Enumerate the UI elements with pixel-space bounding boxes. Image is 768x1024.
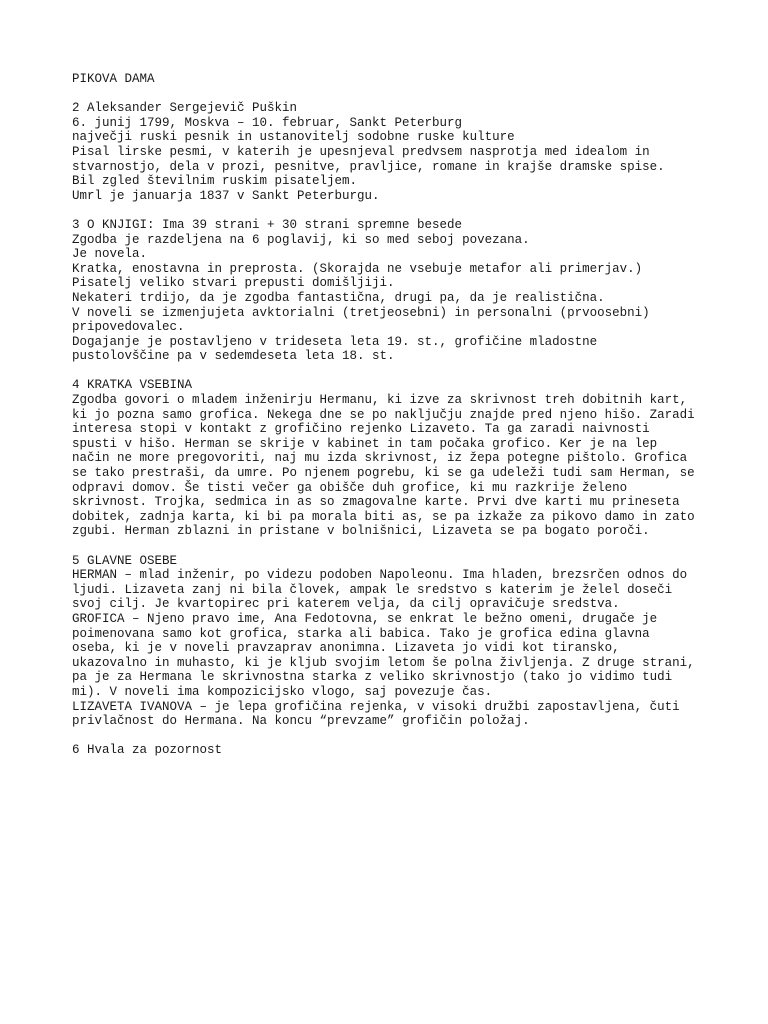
text-line: največji ruski pesnik in ustanovitelj sodobne ruske kulture [72,130,515,145]
section-heading: 4 KRATKA VSEBINA [72,378,193,393]
text-line: V noveli se izmenjujeta avktorialni (tretjeosebni) in personalni (prvoosebni) [72,305,650,320]
text-line: pa je za Hermana le skrivnostna starka z veliko skrivnostjo (tako jo vidimo tudi [72,670,673,685]
section-block [72,554,712,729]
section-block [72,378,712,539]
text-line: odpravi domov. Še tisti večer ga obišče duh grofice, ki mu razkrije želeno [72,480,628,495]
section-block [72,218,712,364]
text-line: Bil zgled številnim ruskim pisateljem. [72,174,358,189]
text-line: Nekateri trdijo, da je zgodba fantastična, drugi pa, da je realistična. [72,290,605,305]
text-line: se tako prestraši, da umre. Po njenem pogrebu, ki se ga udeleži tudi sam Herman, se [72,466,695,481]
text-line: Pisal lirske pesmi, v katerih je upesnjeval predvsem nasprotja med idealom in [72,144,650,159]
text-line: Dogajanje je postavljeno v trideseta leta 19. st., grofičine mladostne [72,334,598,349]
section-heading: 6 Hvala za pozornost [72,743,223,758]
text-line: 6. junij 1799, Moskva – 10. februar, Sankt Peterburg [72,115,463,130]
text-line: svoj cilj. Je kvartopirec pri katerem velja, da cilj opravičuje sredstva. [72,597,620,612]
text-line: interesa stopi v kontakt z grofičino rejenko Lizaveto. Ta ga zaradi naivnosti [72,422,650,437]
text-line: Pisatelj veliko stvari prepusti domišljiji. [72,276,395,291]
text-line: dobitek, zadnja karta, ki bi pa morala biti as, se pa izkaže za pikovo damo in zato [72,509,695,524]
document-title-block [72,72,712,87]
text-line: LIZAVETA IVANOVA – je lepa grofičina rejenka, v visoki družbi zapostavljena, čuti [72,699,680,714]
text-line: Umrl je januarja 1837 v Sankt Peterburgu. [72,188,380,203]
text-line: GROFICA – Njeno pravo ime, Ana Fedotovna, se enkrat le bežno omeni, drugače je [72,611,658,626]
text-line: Zgodba govori o mladem inženirju Hermanu, ki izve za skrivnost treh dobitnih kart, [72,393,688,408]
text-line: mi). V noveli ima kompozicijsko vlogo, saj povezuje čas. [72,684,493,699]
text-line: HERMAN – mlad inženir, po videzu podoben Napoleonu. Ima hladen, brezsrčen odnos do [72,568,688,583]
text-line: zgubi. Herman zblazni in pristane v bolnišnici, Lizaveta se pa bogato poroči. [72,524,650,539]
text-line: ukazovalno in muhasto, ki je kljub svojim letom še polna življenja. Z druge strani, [72,655,695,670]
text-line: Zgodba je razdeljena na 6 poglavij, ki so med seboj povezana. [72,232,530,247]
text-line: pripovedovalec. [72,320,185,335]
text-line: Kratka, enostavna in preprosta. (Skorajda ne vsebuje metafor ali primerjav.) [72,261,643,276]
text-line: oseba, ki je v noveli pravzaprav anonimna. Lizaveta jo vidi kot tiransko, [72,641,620,656]
text-line: pustolovščine pa v sedemdeseta leta 18. st. [72,349,395,364]
text-line: skrivnost. Trojka, sedmica in as so zmagovalne karte. Prvi dve karti mu prineseta [72,495,680,510]
section-block [72,743,712,758]
document-page [72,72,712,773]
text-line: poimenovana samo kot grofica, starka ali babica. Tako je grofica edina glavna [72,626,650,641]
section-heading: 2 Aleksander Sergejevič Puškin [72,101,298,116]
section-heading: 3 O KNJIGI: Ima 39 strani + 30 strani spremne besede [72,217,463,232]
text-line: Je novela. [72,247,148,262]
document-sections [72,101,712,758]
text-line: način ne more pregovoriti, naj mu izda skrivnost, iz žepa potegne pištolo. Grofica [72,451,688,466]
text-line: ki jo pozna samo grofica. Nekega dne se po naključju znajde pred njeno hišo. Zaradi [72,407,695,422]
text-line: privlačnost do Hermana. Na koncu “prevzame” grofičin položaj. [72,714,530,729]
text-line: ljudi. Lizaveta zanj ni bila človek, ampak le sredstvo s katerim je želel doseči [72,582,673,597]
text-line: spusti v hišo. Herman se skrije v kabinet in tam počaka grofico. Ker je na lep [72,436,658,451]
section-heading: 5 GLAVNE OSEBE [72,553,178,568]
text-line: stvarnostjo, dela v prozi, pesnitve, pravljice, romane in krajše dramske spise. [72,159,665,174]
section-block [72,101,712,203]
document-title: PIKOVA DAMA [72,72,155,86]
